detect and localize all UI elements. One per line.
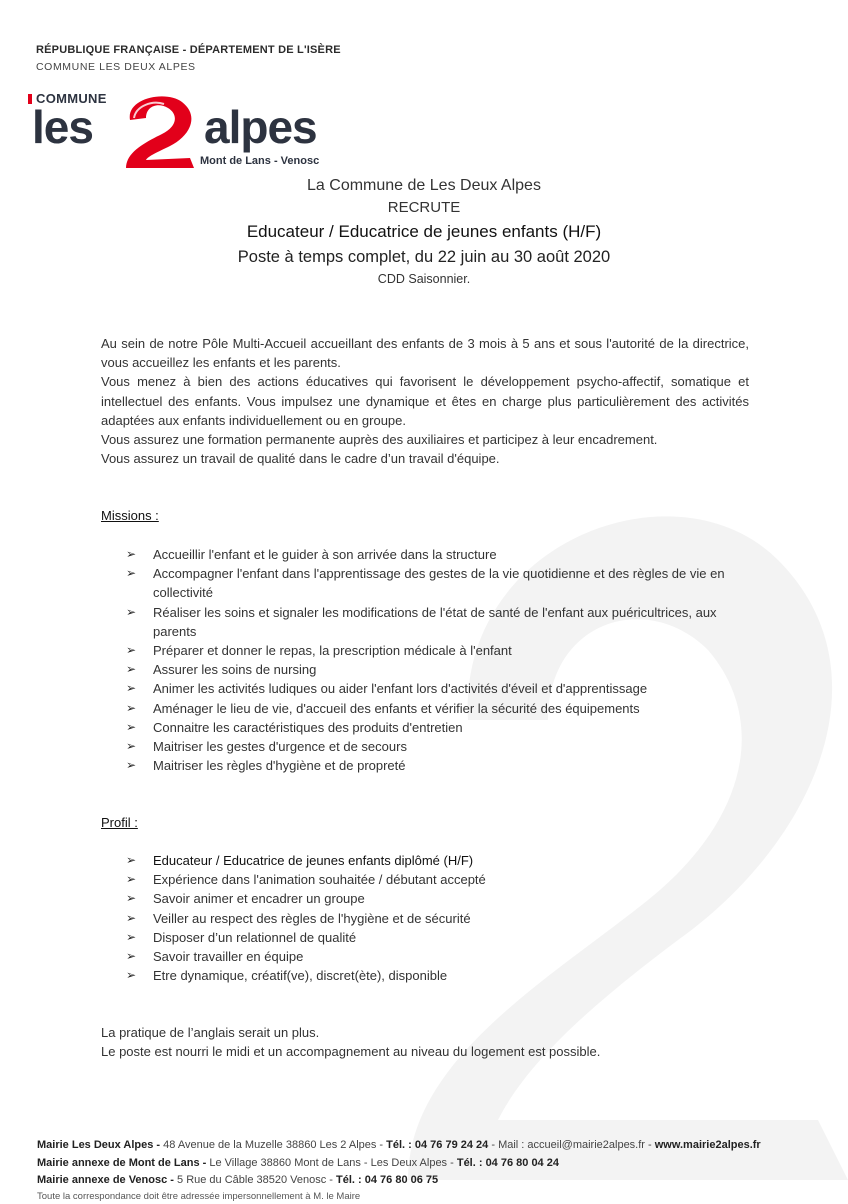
commune-logo [24,88,354,170]
title-contract-type: CDD Saisonnier. [377,272,471,287]
footer-mail: - Mail : accueil@mairie2alpes.fr - [488,1139,655,1151]
footer-phone: Tél. : 04 76 79 24 24 [386,1139,489,1151]
list-item: ➢ Maitriser les règles d'hygiène et de propreté [126,756,752,775]
list-item: ➢ Savoir animer et encadrer un groupe [126,889,752,908]
list-item: ➢ Préparer et donner le repas, la prescription médicale à l'enfant [126,641,752,660]
footer-note: Toute la correspondance doit être adressée impersonnellement à M. le Maire [37,1190,361,1202]
list-item: ➢ Maitriser les gestes d'urgence et de secours [126,737,752,756]
list-item: ➢ Animer les activités ludiques ou aider l'enfant lors d'activités d'éveil et d'apprentissage [126,679,752,698]
list-item: ➢ Assurer les soins de nursing [126,660,752,679]
title-job: Educateur / Educatrice de jeunes enfants (H/F) [246,222,602,242]
footer-address: Le Village 38860 Mont de Lans - Les Deux Alpes - [209,1156,457,1169]
list-item: ➢ Expérience dans l'animation souhaitée / débutant accepté [126,870,752,889]
missions-list [126,545,752,775]
arrow-bullet-icon: ➢ [126,968,137,983]
arrow-bullet-icon: ➢ [126,853,137,867]
footer-line-mont-de-lans [37,1155,848,1173]
profil-heading: Profil : [101,815,138,830]
intro-paragraph: Au sein de notre Pôle Multi-Accueil accueillant des enfants de 3 mois à 5 ans et sous l'autorité de la directrice, vous accueillez les enfants et les parents. [101,336,749,371]
footer-address: 48 Avenue de la Muzelle 38860 Les 2 Alpes - [163,1139,387,1151]
footer-line-venosc [37,1172,848,1190]
header-government-line: RÉPUBLIQUE FRANÇAISE - DÉPARTEMENT DE L'ISÈRE [36,44,341,56]
intro-text [101,334,749,468]
footer-address: 5 Rue du Câble 38520 Venosc - [177,1174,337,1186]
logo-tagline: Mont de Lans - Venosc [200,155,320,167]
closing-text [101,1023,751,1061]
arrow-bullet-icon: ➢ [126,547,137,561]
title-contract-period: Poste à temps complet, du 22 juin au 30 août 2020 [237,247,611,266]
list-item: ➢ Réaliser les soins et signaler les modifications de l'état de santé de l'enfant aux puéricultrices, aux parents [126,604,717,639]
list-item: ➢ Accompagner l'enfant dans l'apprentissage des gestes de la vie quotidienne et des règles de vie en collectivité [126,566,725,601]
arrow-bullet-icon: ➢ [126,681,137,696]
arrow-bullet-icon: ➢ [126,949,137,964]
intro-paragraph: Vous assurez un travail de qualité dans le cadre d’un travail d'équipe. [101,451,500,467]
intro-paragraph: Vous assurez une formation permanente auprès des auxiliaires et participez à leur encadrement. [101,432,658,448]
arrow-bullet-icon: ➢ [126,929,137,944]
arrow-bullet-icon: ➢ [126,643,137,658]
arrow-bullet-icon: ➢ [126,662,137,677]
list-item: ➢ Aménager le lieu de vie, d'accueil des enfants et vérifier la sécurité des équipements [126,699,752,718]
arrow-bullet-icon: ➢ [126,700,137,715]
logo-two-icon [116,90,202,170]
logo-alpes: alpes [204,101,317,153]
arrow-bullet-icon: ➢ [126,758,137,773]
footer-office-name: Mairie Les Deux Alpes - [37,1139,164,1151]
list-item: ➢ Educateur / Educatrice de jeunes enfants diplômé (H/F) [126,851,752,870]
closing-paragraph: Le poste est nourri le midi et un accompagnement au niveau du logement est possible. [101,1044,601,1060]
logo-watermark [348,420,848,1180]
arrow-bullet-icon: ➢ [126,910,137,925]
title-recrute: RECRUTE [387,199,461,217]
footer [37,1137,848,1204]
closing-paragraph: La pratique de l’anglais serait un plus. [101,1025,320,1040]
footer-line-main-office [37,1137,848,1155]
title-block [0,176,848,287]
arrow-bullet-icon: ➢ [126,719,137,734]
list-item: ➢ Disposer d’un relationnel de qualité [126,928,752,947]
arrow-bullet-icon: ➢ [126,566,137,581]
footer-office-name: Mairie annexe de Mont de Lans - [37,1156,210,1169]
title-commune: La Commune de Les Deux Alpes [307,177,541,194]
footer-phone: Tél. : 04 76 80 06 75 [336,1174,439,1186]
intro-paragraph: Vous menez à bien des actions éducatives qui favorisent le développement psycho-affectif, somatique et intellectuel des enfants. Vous impulsez une dynamique et êtes en charge plus particulièrement des activités adaptées aux enfants individuellement ou en groupe. [101,374,749,428]
arrow-bullet-icon: ➢ [126,872,137,887]
logo-les: les [32,101,93,153]
logo-commune-word: COMMUNE [36,91,107,106]
list-item: ➢ Savoir travailler en équipe [126,947,752,966]
header-commune-line: COMMUNE LES DEUX ALPES [36,61,196,73]
profil-list [126,851,752,985]
arrow-bullet-icon: ➢ [126,739,137,754]
arrow-bullet-icon: ➢ [126,604,137,619]
footer-office-name: Mairie annexe de Venosc - [37,1174,178,1186]
list-item: ➢ Accueillir l'enfant et le guider à son arrivée dans la structure [126,545,752,564]
list-item: ➢ Connaitre les caractéristiques des produits d'entretien [126,718,752,737]
list-item: ➢ Etre dynamique, créatif(ve), discret(ète), disponible [126,966,752,985]
arrow-bullet-icon: ➢ [126,891,137,906]
missions-heading: Missions : [101,508,159,523]
footer-phone: Tél. : 04 76 80 04 24 [456,1156,559,1169]
list-item: ➢ Veiller au respect des règles de l'hygiène et de sécurité [126,909,752,928]
footer-website-link[interactable]: www.mairie2alpes.fr [654,1139,761,1151]
